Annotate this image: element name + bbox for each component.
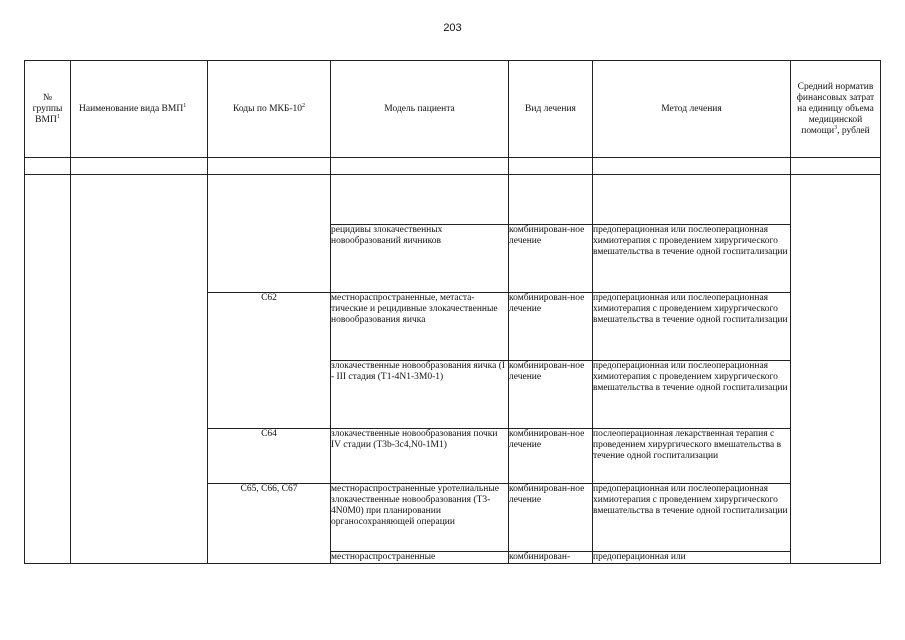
treatment-type-cell: комбинирован-ное лечение <box>509 293 593 361</box>
patient-model-cell <box>331 175 509 225</box>
icd-code-cell: C64 <box>208 429 331 484</box>
header-patient-model: Модель пациента <box>331 61 509 158</box>
header-average-cost: Средний норматив финансовых затрат на единицу объема медицинской помощи$^3$, рублей <box>791 61 881 158</box>
vmp-name-cell <box>71 175 208 564</box>
vmp-table <box>24 60 881 564</box>
treatment-type-cell: комбинирован-ное лечение <box>509 361 593 429</box>
treatment-method-cell: предоперационная или послеоперационная химиотерапия с проведением хирургического вмешательства в течение одной госпитализации <box>593 361 791 429</box>
header-vmp-name: Наименование вида ВМП$^1$ <box>71 61 208 158</box>
header-icd-codes: Коды по МКБ-$10^2$ <box>208 61 331 158</box>
header-row <box>25 61 881 158</box>
icd-code-cell: C65, C66, C67 <box>208 484 331 564</box>
group-number-cell <box>25 175 71 564</box>
column-number-row <box>25 158 881 175</box>
treatment-method-cell: послеоперационная лекарственная терапия с проведением хирургического вмешательства в течение одной госпитализации <box>593 429 791 484</box>
treatment-type-cell: комбинирован-ное лечение <box>509 484 593 552</box>
treatment-type-cell: комбинирован- <box>509 552 593 564</box>
patient-model-cell: злокачественные новообразования яичка (I - III стадия (T1-4N1-3M0-1) <box>331 361 509 429</box>
patient-model-cell: местнораспространенные уротелиальные злокачественные новообразования (T3-4N0M0) при планировании органосохраняющей операции <box>331 484 509 552</box>
treatment-method-cell <box>593 175 791 225</box>
average-cost-cell <box>791 175 881 564</box>
patient-model-cell: злокачественные новообразования почки IV стадии (T3b-3c4,N0-1M1) <box>331 429 509 484</box>
header-group-number: № группы ВМП$^1$ <box>25 61 71 158</box>
icd-code-cell: C62 <box>208 293 331 429</box>
icd-code-cell <box>208 175 331 293</box>
patient-model-cell: местнораспространенные <box>331 552 509 564</box>
treatment-method-cell: предоперационная или послеоперационная химиотерапия с проведением хирургического вмешательства в течение одной госпитализации <box>593 484 791 552</box>
header-treatment-type: Вид лечения <box>509 61 593 158</box>
treatment-type-cell: комбинирован-ное лечение <box>509 429 593 484</box>
treatment-method-cell: предоперационная или <box>593 552 791 564</box>
table-row <box>25 175 881 225</box>
treatment-method-cell: предоперационная или послеоперационная химиотерапия с проведением хирургического вмешательства в течение одной госпитализации <box>593 293 791 361</box>
header-treatment-method: Метод лечения <box>593 61 791 158</box>
treatment-method-cell: предоперационная или послеоперационная химиотерапия с проведением хирургического вмешательства в течение одной госпитализации <box>593 225 791 293</box>
page-number: 203 <box>443 22 462 34</box>
treatment-type-cell <box>509 175 593 225</box>
patient-model-cell: местнораспространенные, метаста-тические и рецидивные злокачественные новообразования яичка <box>331 293 509 361</box>
treatment-type-cell: комбинирован-ное лечение <box>509 225 593 293</box>
patient-model-cell: рецидивы злокачественных новообразований яичников <box>331 225 509 293</box>
